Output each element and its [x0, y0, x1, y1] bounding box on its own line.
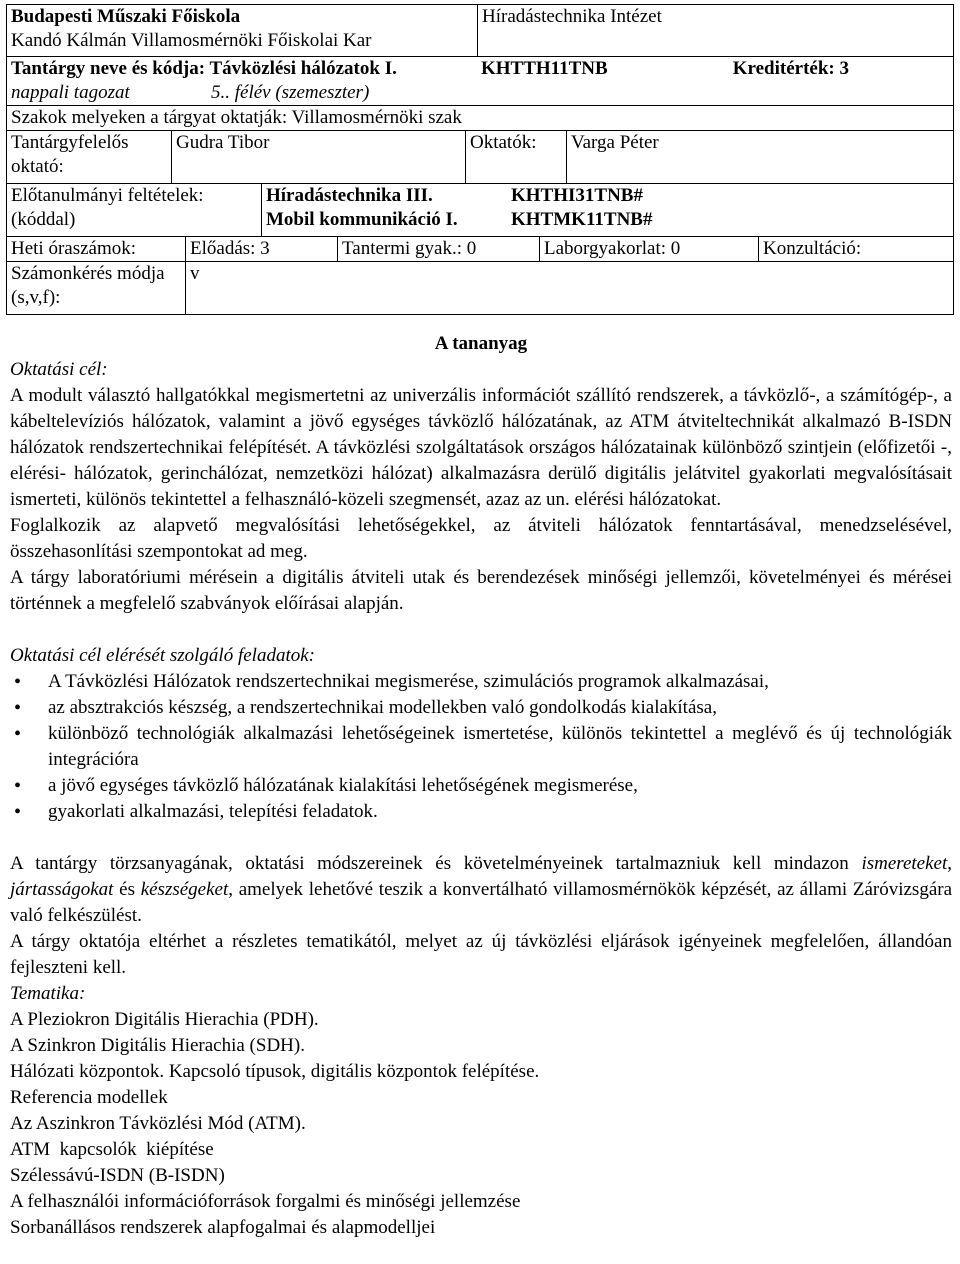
list-item: Sorbanállásos rendszerek alapfogalmai és alapmodelljei [10, 1217, 436, 1238]
list-item: Referencia modellek [10, 1087, 168, 1108]
staff-cell [7, 131, 954, 184]
consultation: Konzultáció: [763, 238, 862, 259]
responsible-name: Gudra Tibor [172, 131, 466, 183]
prereq-label: Előtanulmányi feltételek: (kóddal) [7, 184, 262, 236]
lecture-hours: Előadás: 3 [186, 237, 338, 261]
faculty-name: Kandó Kálmán Villamosmérnöki Főiskolai Kar [11, 30, 372, 51]
majors-cell [7, 106, 954, 131]
prereq-2-name: Mobil kommunikáció I. [266, 209, 458, 230]
list-item: • az absztrakciós készség, a rendszertechnikai modellekben való gondolkodás kialakítása, [10, 695, 952, 721]
topics-label: Tematika: [10, 983, 86, 1004]
prereq-1-name: Híradástechnika III. [266, 185, 433, 206]
credit-value: Kreditérték: 3 [732, 58, 849, 79]
study-mode: nappali tagozat [11, 82, 130, 103]
goal-paragraph-3: A tárgy laboratóriumi mérésein a digitális átviteli utak és berendezések minőségi jellemzői, követelményei és mérései történnek a megfelelő szabványok előírásai alapján. [10, 567, 952, 614]
list-item: • gyakorlati alkalmazási, telepítési feladatok. [10, 799, 952, 825]
institute-cell [478, 5, 954, 57]
list-item: A Szinkron Digitális Hierachia (SDH). [10, 1035, 305, 1056]
list-item: ATM kapcsolók kiépítése [10, 1139, 214, 1160]
goal-paragraph-1: A modult választó hallgatókkal megismertetni az univerzális információt szállító rendszerek, a távközlő-, a számítógép-, a kábeltelevíziós hálózatok, valamint a jövő egységes távközlő hálózatának, az ATM átviteltechnikát alkalmazó B-ISDN hálózatok rendszertechnikai felépítését. A távközlési szolgáltatások országos hálózatainak különböző szintjein (előfizetői -, elérési- hálózatok, gerinchálózat, nemzetközi hálózat) alkalmazásra derülő digitális jelátvitel gyakorlati megvalósításait ismerteti, különös tekintettel a felhasználó-közeli szegmensét, azaz az un. elérési hálózatokat. [10, 385, 952, 510]
list-item: A Pleziokron Digitális Hierachia (PDH). [10, 1009, 319, 1030]
exam-value: v [190, 263, 200, 284]
prereq-1-code: KHTHI31TNB# [511, 185, 643, 206]
list-item: Az Aszinkron Távközlési Mód (ATM). [10, 1113, 306, 1134]
exam-label: Számonkérés módja (s,v,f): [7, 262, 186, 314]
topics-list [10, 1007, 952, 1241]
teachers-label: Oktatók: [466, 131, 567, 183]
institute-name: Híradástechnika Intézet [482, 6, 662, 27]
list-item: Szélessávú-ISDN (B-ISDN) [10, 1165, 225, 1186]
school-cell [7, 5, 478, 57]
tasks-label: Oktatási cél elérését szolgáló feladatok: [10, 645, 315, 666]
list-item: Hálózati központok. Kapcsoló típusok, digitális központok felépítése. [10, 1061, 540, 1082]
list-item: • különböző technológiák alkalmazási lehetőségeinek ismertetése, különös tekintettel a meglévő és új technológiák integrációra [10, 721, 952, 773]
course-name: Tantárgy neve és kódja: Távközlési hálózatok I. [11, 58, 397, 79]
school-name: Budapesti Műszaki Főiskola [11, 6, 241, 27]
list-item: A felhasználói információforrások forgalmi és minőségi jellemzése [10, 1191, 521, 1212]
prereq-list [262, 184, 656, 236]
prereq-cell [7, 184, 954, 237]
core-paragraph: A tantárgy törzsanyagának, oktatási módszereinek és követelményeinek tartalmazniuk kell mindazon ismereteket, jártasságokat és készségeket, amelyek lehetővé teszik a konvertálható villamosmérnökök képzését, az állami Záróvizsgára való felkészülést. [10, 853, 953, 926]
list-item: • A Távközlési Hálózatok rendszertechnikai megismerése, szimulációs programok alkalmazásai, [10, 669, 952, 695]
semester: 5.. félév (szemeszter) [211, 82, 370, 103]
exam-cell [7, 262, 954, 315]
responsible-label: Tantárgyfelelős oktató: [7, 131, 172, 183]
development-paragraph: A tárgy oktatója eltérhet a részletes tematikától, melyet az új távközlési eljárások igényeinek megfelelően, állandóan fejleszteni kell. [10, 931, 952, 978]
mode-row [11, 81, 949, 105]
majors-text: Szakok melyeken a tárgyat oktatják: Villamosmérnöki szak [11, 107, 462, 128]
goal-label: Oktatási cél: [10, 359, 108, 380]
course-cell [7, 57, 954, 106]
tasks-list [10, 669, 952, 825]
hours-label: Heti óraszámok: [7, 237, 186, 261]
practice-hours: Tantermi gyak.: 0 [338, 237, 540, 261]
course-content [10, 331, 952, 1241]
course-row [11, 57, 949, 81]
goal-paragraph-2: Foglalkozik az alapvető megvalósítási lehetőségekkel, az átviteli hálózatok fenntartásával, menedzselésével, összehasonlítási szempontokat ad meg. [10, 515, 952, 562]
lab-hours: Laborgyakorlat: 0 [540, 237, 759, 261]
course-header-table [6, 4, 954, 315]
course-code: KHTTH11TNB [481, 58, 608, 79]
hours-cell [7, 237, 954, 262]
teachers-name: Varga Péter [571, 132, 659, 153]
list-item: • a jövő egységes távközlő hálózatának kialakítási lehetőségének megismerése, [10, 773, 952, 799]
section-title: A tananyag [434, 333, 528, 354]
prereq-2-code: KHTMK11TNB# [511, 209, 653, 230]
